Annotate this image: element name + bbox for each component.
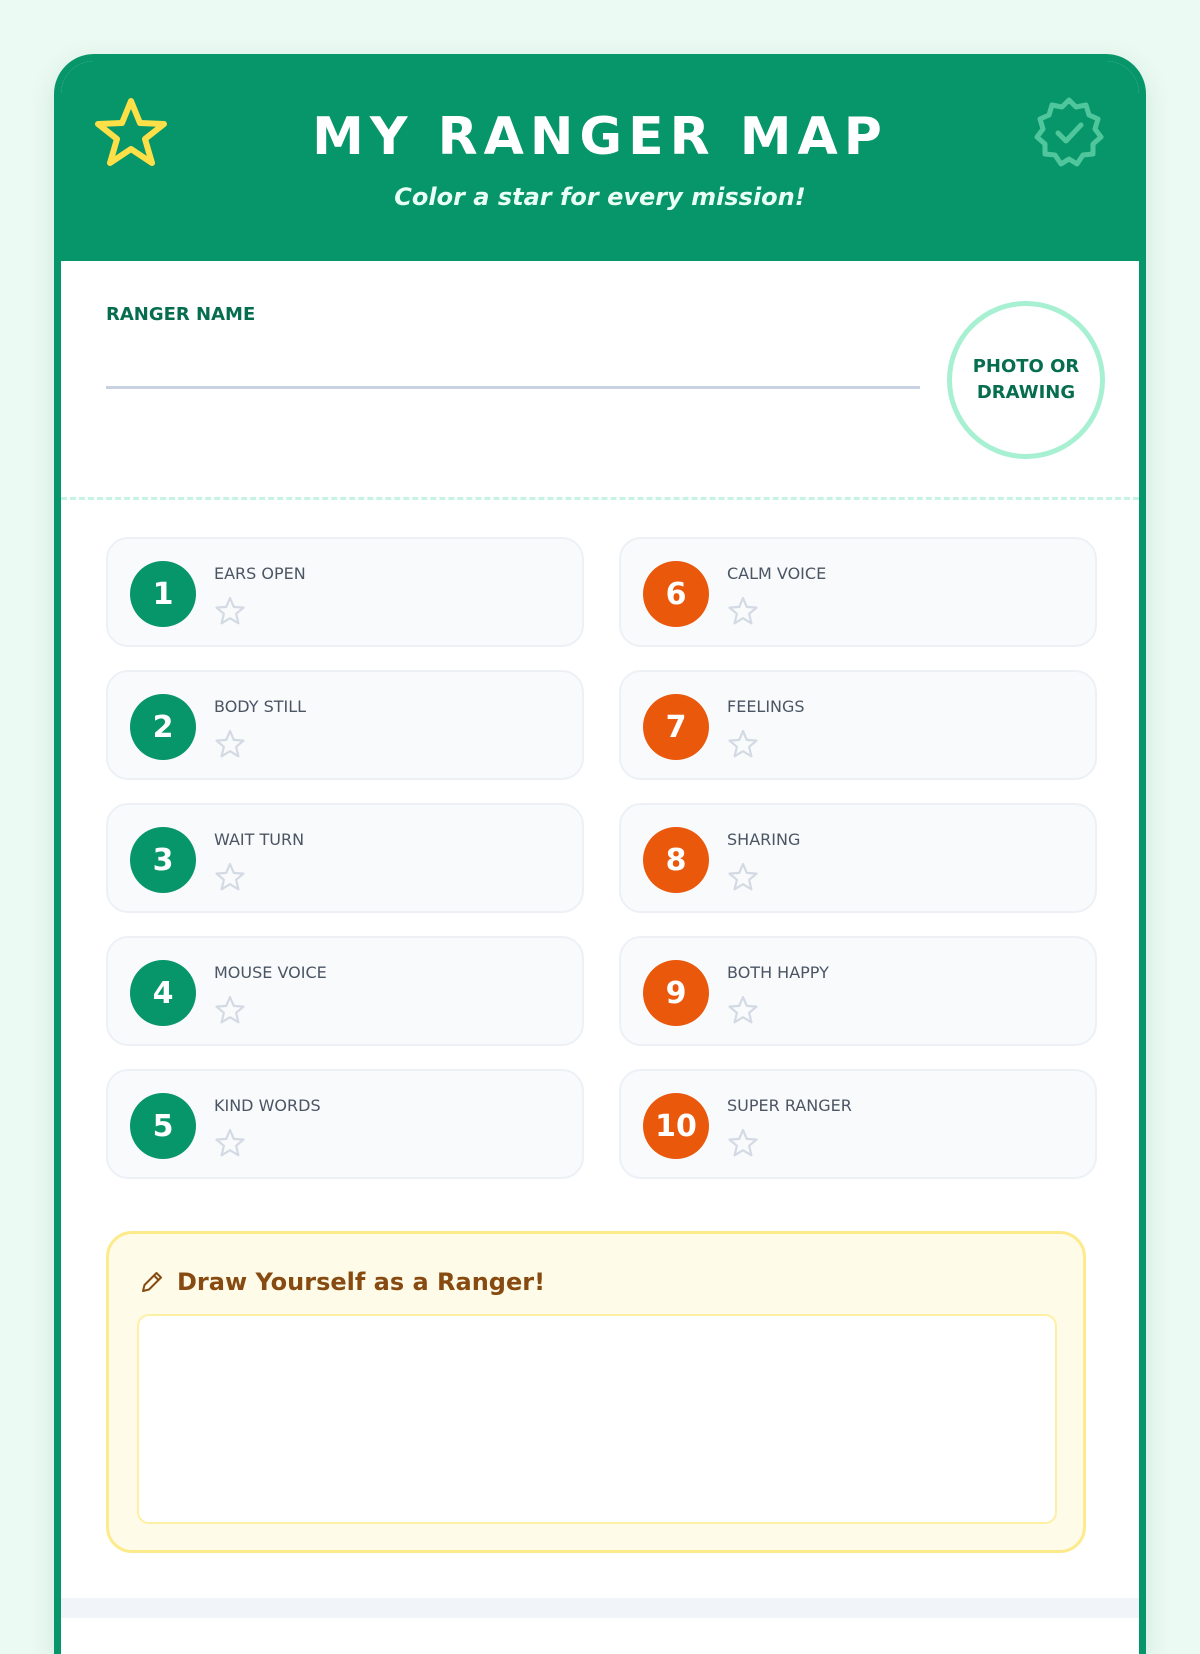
mission-number: 7 [643,694,709,760]
page-subtitle: Color a star for every mission! [394,183,806,211]
mission-label: FEELINGS [727,697,805,716]
star-icon[interactable] [214,728,246,760]
ranger-map-card [54,54,1146,1654]
mission-number: 1 [130,561,196,627]
mission-number: 8 [643,827,709,893]
section-divider [61,497,1139,500]
mission-label: KIND WORDS [214,1096,321,1115]
mission-card-3[interactable] [106,803,584,913]
star-icon[interactable] [214,595,246,627]
check-badge-icon [1031,95,1107,171]
star-icon[interactable] [727,728,759,760]
star-icon[interactable] [727,595,759,627]
mission-card-1[interactable] [106,537,584,647]
mission-number: 4 [130,960,196,1026]
mission-number: 3 [130,827,196,893]
mission-card-2[interactable] [106,670,584,780]
star-icon[interactable] [214,994,246,1026]
drawing-header [139,1268,545,1296]
ranger-name-label: RANGER NAME [106,304,256,325]
star-icon[interactable] [214,1127,246,1159]
page-title: MY RANGER MAP [312,107,888,167]
mission-label: EARS OPEN [214,564,306,583]
mission-card-6[interactable] [619,537,1097,647]
mission-card-7[interactable] [619,670,1097,780]
mission-label: CALM VOICE [727,564,827,583]
mission-number: 10 [643,1093,709,1159]
star-icon[interactable] [727,1127,759,1159]
mission-label: WAIT TURN [214,830,305,849]
footer-strip [61,1598,1139,1618]
star-icon[interactable] [727,994,759,1026]
mission-number: 9 [643,960,709,1026]
mission-number: 5 [130,1093,196,1159]
mission-label: SUPER RANGER [727,1096,852,1115]
drawing-title: Draw Yourself as a Ranger! [177,1268,546,1296]
mission-card-5[interactable] [106,1069,584,1179]
photo-placeholder[interactable]: PHOTO OR DRAWING [947,301,1105,459]
star-icon[interactable] [214,861,246,893]
mission-number: 2 [130,694,196,760]
drawing-canvas[interactable] [137,1314,1057,1524]
pencil-icon [139,1269,165,1295]
mission-card-8[interactable] [619,803,1097,913]
ranger-name-input[interactable] [106,341,920,389]
star-icon[interactable] [727,861,759,893]
mission-label: MOUSE VOICE [214,963,327,982]
header [61,61,1139,261]
mission-card-10[interactable] [619,1069,1097,1179]
mission-label: BODY STILL [214,697,307,716]
drawing-section [106,1231,1086,1553]
mission-card-4[interactable] [106,936,584,1046]
mission-label: BOTH HAPPY [727,963,829,982]
mission-card-9[interactable] [619,936,1097,1046]
mission-label: SHARING [727,830,801,849]
mission-number: 6 [643,561,709,627]
